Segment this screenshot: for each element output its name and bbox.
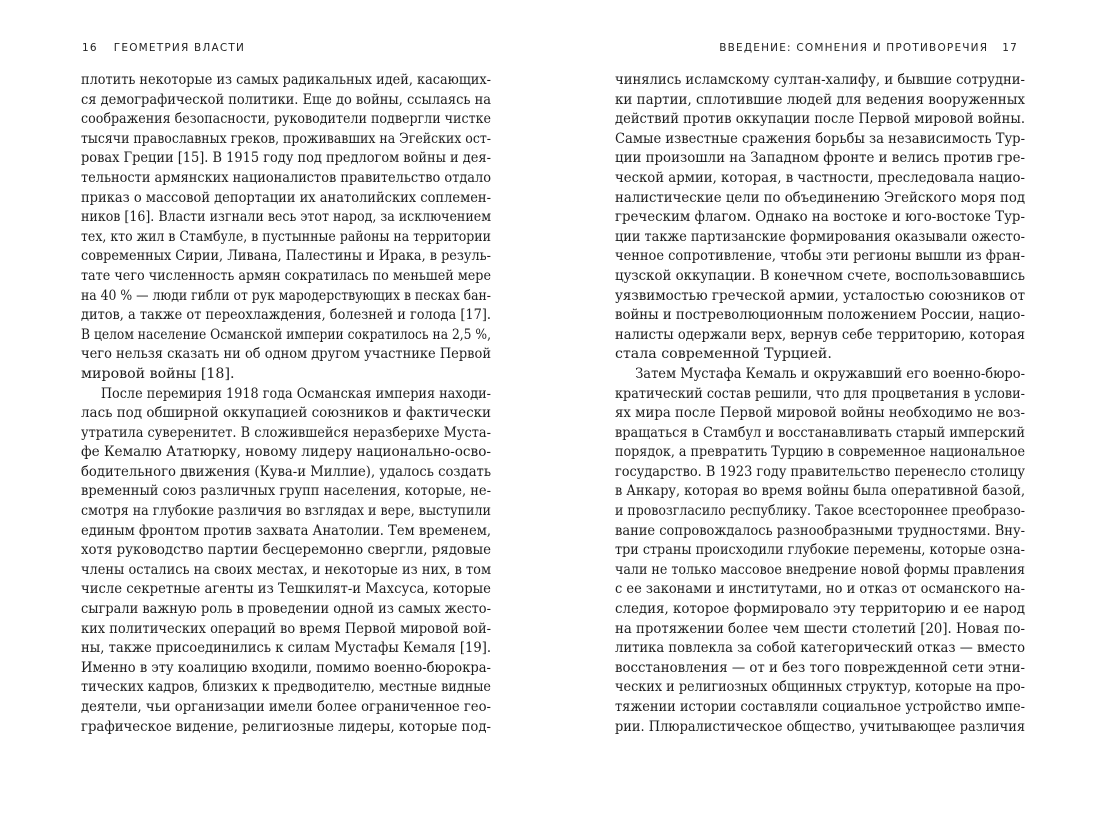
text-line: чего нельзя сказать ни об одном другом участнике Первой: [81, 346, 491, 363]
text-line: дитов, а также от переохлаждения, болезней и голода [17].: [81, 307, 491, 324]
text-line: ки партии, сплотившие людей для ведения вооруженных: [615, 91, 1025, 108]
text-line: тяжении истории составляли социальное устройство импе-: [615, 699, 1025, 715]
text-line: греческим флагом. Однако на востоке и юго-востоке Тур-: [615, 209, 1025, 226]
text-line: ны, также присоединились к силам Мустафы Кемаля [19].: [81, 640, 492, 657]
text-line: В целом население Османской империи сократилось на 2,5 %,: [81, 326, 491, 343]
text-line: графическое видение, религиозные лидеры, которые под-: [81, 718, 492, 735]
text-line: восстановления — от и без того поврежденной сети этни-: [615, 659, 1026, 676]
right-running-head-title: ВВЕДЕНИЕ: СОМНЕНИЯ И ПРОТИВОРЕЧИЯ: [719, 42, 989, 54]
text-line: действий против оккупации после Первой мировой войны.: [615, 111, 1026, 128]
text-line: ровах Греции [15]. В 1915 году под предлогом войны и дея-: [81, 150, 491, 167]
text-line: кратический состав решили, что для процветания в услови-: [615, 385, 1025, 402]
text-line: смотря на глубокие различия во взглядах и вере, выступили: [81, 503, 491, 520]
text-line: После перемирия 1918 года Османская империя находи-: [100, 385, 491, 402]
left-page-number: 16: [82, 42, 98, 54]
text-line: чали не только массовое внедрение новой формы правления: [615, 561, 1025, 578]
text-line: в Анкару, которая во время войны была оперативной базой,: [615, 483, 1026, 500]
text-line: тических кадров, близких к предводителю, местные видные: [81, 679, 491, 696]
text-line: тельности армянских националистов правительство отдало: [81, 169, 492, 186]
text-line: ции произошли на Западном фронте и велись против гре-: [615, 150, 1025, 167]
text-line: плотить некоторые из самых радикальных идей, касающих-: [81, 72, 491, 88]
right-page: [550, 0, 1100, 825]
right-running-head: [719, 41, 1018, 55]
right-page-number: 17: [1002, 42, 1018, 54]
text-line: тате чего численность армян сократилась по меньшей мере: [81, 267, 492, 284]
text-line: Затем Мустафа Кемаль и окружавший его военно-бюро-: [635, 365, 1026, 382]
text-line: рии. Плюралистическое общество, учитывающее различия: [615, 718, 1026, 735]
text-line: числе секретные агенты из Тешкилят-и Махсуса, которые: [81, 581, 491, 598]
text-line: вращаться в Стамбул и восстанавливать старый имперский: [615, 424, 1026, 441]
text-line: на протяжении более чем шести столетий [20]. Новая по-: [615, 620, 1025, 637]
text-line: с ее законами и институтами, но и отказ от османского на-: [615, 581, 1026, 598]
text-line: бодительного движения (Кува-и Миллие), удалось создать: [81, 463, 492, 480]
text-line: ческих и религиозных общинных структур, которые на про-: [615, 679, 1026, 696]
text-line: и провозгласило республику. Такое всестороннее преобразо-: [615, 503, 1025, 520]
text-line: мировой войны [18].: [81, 365, 235, 382]
text-line: тысячи православных греков, проживавших на Эгейских ост-: [81, 130, 492, 147]
text-line: порядок, а превратить Турцию в современное национальное: [615, 444, 1025, 461]
text-line: ченное сопротивление, чтобы эти регионы вышли из фран-: [615, 248, 1026, 265]
text-line: ях мира после Первой мировой войны необходимо не воз-: [615, 405, 1026, 422]
text-line: временный союз различных групп населения, которые, не-: [81, 483, 492, 500]
text-line: войны и постреволюционным положением России, нацио-: [615, 307, 1026, 324]
right-body-text: [615, 71, 1025, 737]
text-line: уязвимостью греческой армии, усталостью союзников от: [615, 287, 1026, 304]
text-line: сыграли важную роль в проведении одной из самых жесто-: [81, 601, 491, 618]
text-line: деятели, чьи организации имели более ограниченное гео-: [81, 699, 491, 715]
text-line: следия, которое формировало эту территорию и ее народ: [615, 601, 1025, 618]
text-line: ции также партизанские формирования оказывали ожесто-: [615, 228, 1025, 245]
text-line: ческой армии, которая, в частности, преследовала нацио-: [615, 169, 1025, 186]
text-line: цузской оккупации. В конечном счете, воспользовавшись: [615, 267, 1026, 284]
text-line: государство. В 1923 году правительство перенесло столицу: [615, 463, 1025, 480]
text-line: единым фронтом против захвата Анатолии. Тем временем,: [81, 522, 492, 539]
text-line: Именно в эту коалицию входили, помимо военно-бюрокра-: [81, 659, 491, 676]
text-line: налисты одержали верх, вернув себе территорию, которая: [615, 326, 1026, 343]
text-line: члены остались на своих местах, и некоторые из них, в том: [81, 561, 492, 578]
text-line: стала современной Турцией.: [615, 346, 832, 363]
text-line: три страны происходили глубокие перемены, которые озна-: [615, 542, 1025, 559]
text-line: чинялись исламскому султан-халифу, и бывшие сотрудни-: [615, 72, 1026, 88]
text-line: лась под обширной оккупацией союзников и фактически: [81, 405, 491, 422]
text-line: налистические цели по объединению Эгейского моря под: [615, 189, 1026, 206]
text-line: тех, кто жил в Стамбуле, в пустынные районы на территории: [81, 228, 491, 245]
text-line: фе Кемалю Ататюрку, новому лидеру национально-осво-: [81, 444, 492, 461]
text-line: хотя руководство партии бесцеремонно свергли, рядовые: [81, 542, 491, 559]
text-line: Самые известные сражения борьбы за независимость Тур-: [615, 130, 1026, 147]
text-line: ников [16]. Власти изгнали весь этот народ, за исключением: [81, 209, 492, 226]
left-body-text: [81, 71, 491, 737]
text-line: литика повлекла за собой категорический отказ — вместо: [615, 640, 1025, 657]
text-line: приказ о массовой депортации их анатолийских соплемен-: [81, 189, 492, 206]
text-line: на 40 % — люди гибли от рук мародерствующих в песках бан-: [81, 287, 492, 304]
text-line: утратила суверенитет. В сложившейся неразберихе Муста-: [81, 424, 491, 441]
text-line: ся демографической политики. Еще до войны, ссылаясь на: [81, 91, 492, 108]
text-line: ких политических операций во время Первой мировой вой-: [81, 620, 491, 637]
text-line: современных Сирии, Ливана, Палестины и Ирака, в резуль-: [81, 248, 491, 265]
left-running-head: [82, 41, 245, 55]
text-line: вание сопровождалось разнообразными трудностями. Вну-: [615, 522, 1026, 539]
left-running-head-title: ГЕОМЕТРИЯ ВЛАСТИ: [113, 42, 246, 54]
text-line: соображения безопасности, руководители подвергли чистке: [81, 111, 491, 128]
